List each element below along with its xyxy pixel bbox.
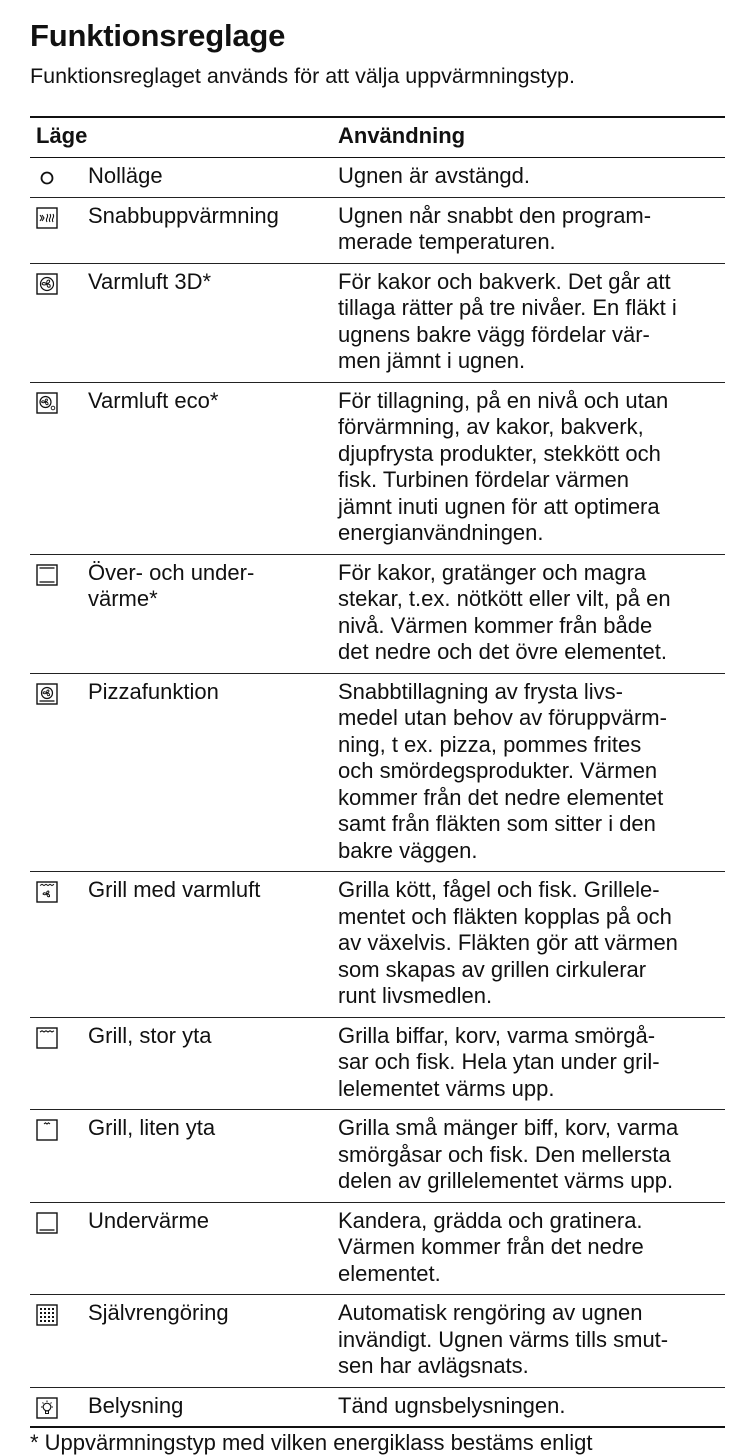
mode-name: Över- och under- värme* <box>88 559 255 611</box>
table-row <box>30 1202 725 1295</box>
column-header-usage: Användning <box>338 117 725 158</box>
page-title: Funktionsreglage <box>30 18 286 53</box>
light-icon <box>36 1397 58 1419</box>
mode-usage: Tänd ugnsbelysningen. <box>338 1392 566 1418</box>
mode-usage: För kakor och bakverk. Det går att tillaga rätter på tre nivåer. En fläkt i ugnens bakre vägg fördelar vär- men jämnt i ugnen. <box>338 268 677 373</box>
grill-large-icon <box>36 1027 58 1049</box>
mode-name: Varmluft 3D* <box>88 268 212 294</box>
table-row <box>30 1295 725 1388</box>
column-header-mode: Läge <box>30 117 338 158</box>
mode-name: Snabbuppvärmning <box>88 202 279 228</box>
pizza-icon <box>36 683 58 705</box>
table-row <box>30 263 725 382</box>
table-row <box>30 673 725 872</box>
mode-name: Pizzafunktion <box>88 678 219 704</box>
mode-usage: Ugnen är avstängd. <box>338 163 531 188</box>
off-circle-icon <box>36 167 58 189</box>
fan-eco-icon <box>36 392 58 414</box>
mode-name: Belysning <box>88 1392 184 1418</box>
mode-usage: Snabbtillagning av frysta livs- medel utan behov av föruppvärm- ning, t ex. pizza, pommes frites och smördegsprodukter. Värmen kommer från det nedre elementet samt från fläkten som sitter i den bakre väggen. <box>338 678 667 863</box>
mode-usage: Grilla kött, fågel och fisk. Grillele- mentet och fläkten kopplas på och av växelvis. Fläkten gör att värmen som skapas av grillen cirkulerar runt livsmedlen. <box>338 877 678 1008</box>
mode-name: Varmluft eco* <box>88 387 219 413</box>
mode-usage: Kandera, grädda och gratinera. Värmen kommer från det nedre elementet. <box>338 1207 644 1286</box>
mode-usage: För kakor, gratänger och magra stekar, t.ex. nötkött eller vilt, på en nivå. Värmen kommer från både det nedre och det övre elementet. <box>338 559 671 664</box>
mode-name: Grill med varmluft <box>88 877 261 902</box>
table-row <box>30 382 725 554</box>
mode-name: Undervärme <box>88 1207 210 1233</box>
rapid-heat-icon <box>36 207 58 229</box>
mode-name: Nolläge <box>88 163 163 188</box>
footnote: * Uppvärmningstyp med vilken energiklass bestäms enligt <box>30 1430 593 1455</box>
table-row <box>30 1017 725 1110</box>
mode-name: Grill, stor yta <box>88 1022 212 1048</box>
mode-usage: För tillagning, på en nivå och utan förvärmning, av kakor, bakverk, djupfrysta produkter, stekkött och fisk. Turbinen fördelar värmen jämnt inuti ugnen för att optimera energianvändningen. <box>338 387 669 545</box>
mode-usage: Grilla små mänger biff, korv, varma smörgåsar och fisk. Den mellersta delen av grillelementet värms upp. <box>338 1115 679 1193</box>
table-row <box>30 1110 725 1203</box>
table-row <box>30 872 725 1018</box>
mode-name: Grill, liten yta <box>88 1115 216 1140</box>
grill-fan-icon <box>36 881 58 903</box>
mode-usage: Ugnen når snabbt den program- merade temperaturen. <box>338 202 652 254</box>
table-row <box>30 554 725 673</box>
self-clean-icon <box>36 1304 58 1326</box>
bottom-heat-icon <box>36 1212 58 1234</box>
grill-small-icon <box>36 1119 58 1141</box>
fan-3d-icon <box>36 273 58 295</box>
table-row <box>30 1387 725 1427</box>
function-table <box>30 116 725 1428</box>
table-row <box>30 197 725 263</box>
top-bottom-heat-icon <box>36 564 58 586</box>
mode-name: Självrengöring <box>88 1300 229 1325</box>
mode-usage: Grilla biffar, korv, varma smörgå- sar och fisk. Hela ytan under gril- lelementet värms upp. <box>338 1022 660 1101</box>
page-subtitle: Funktionsreglaget används för att välja uppvärmningstyp. <box>30 64 575 88</box>
mode-usage: Automatisk rengöring av ugnen invändigt. Ugnen värms tills smut- sen har avlägsnats. <box>338 1300 669 1378</box>
table-row <box>30 158 725 198</box>
